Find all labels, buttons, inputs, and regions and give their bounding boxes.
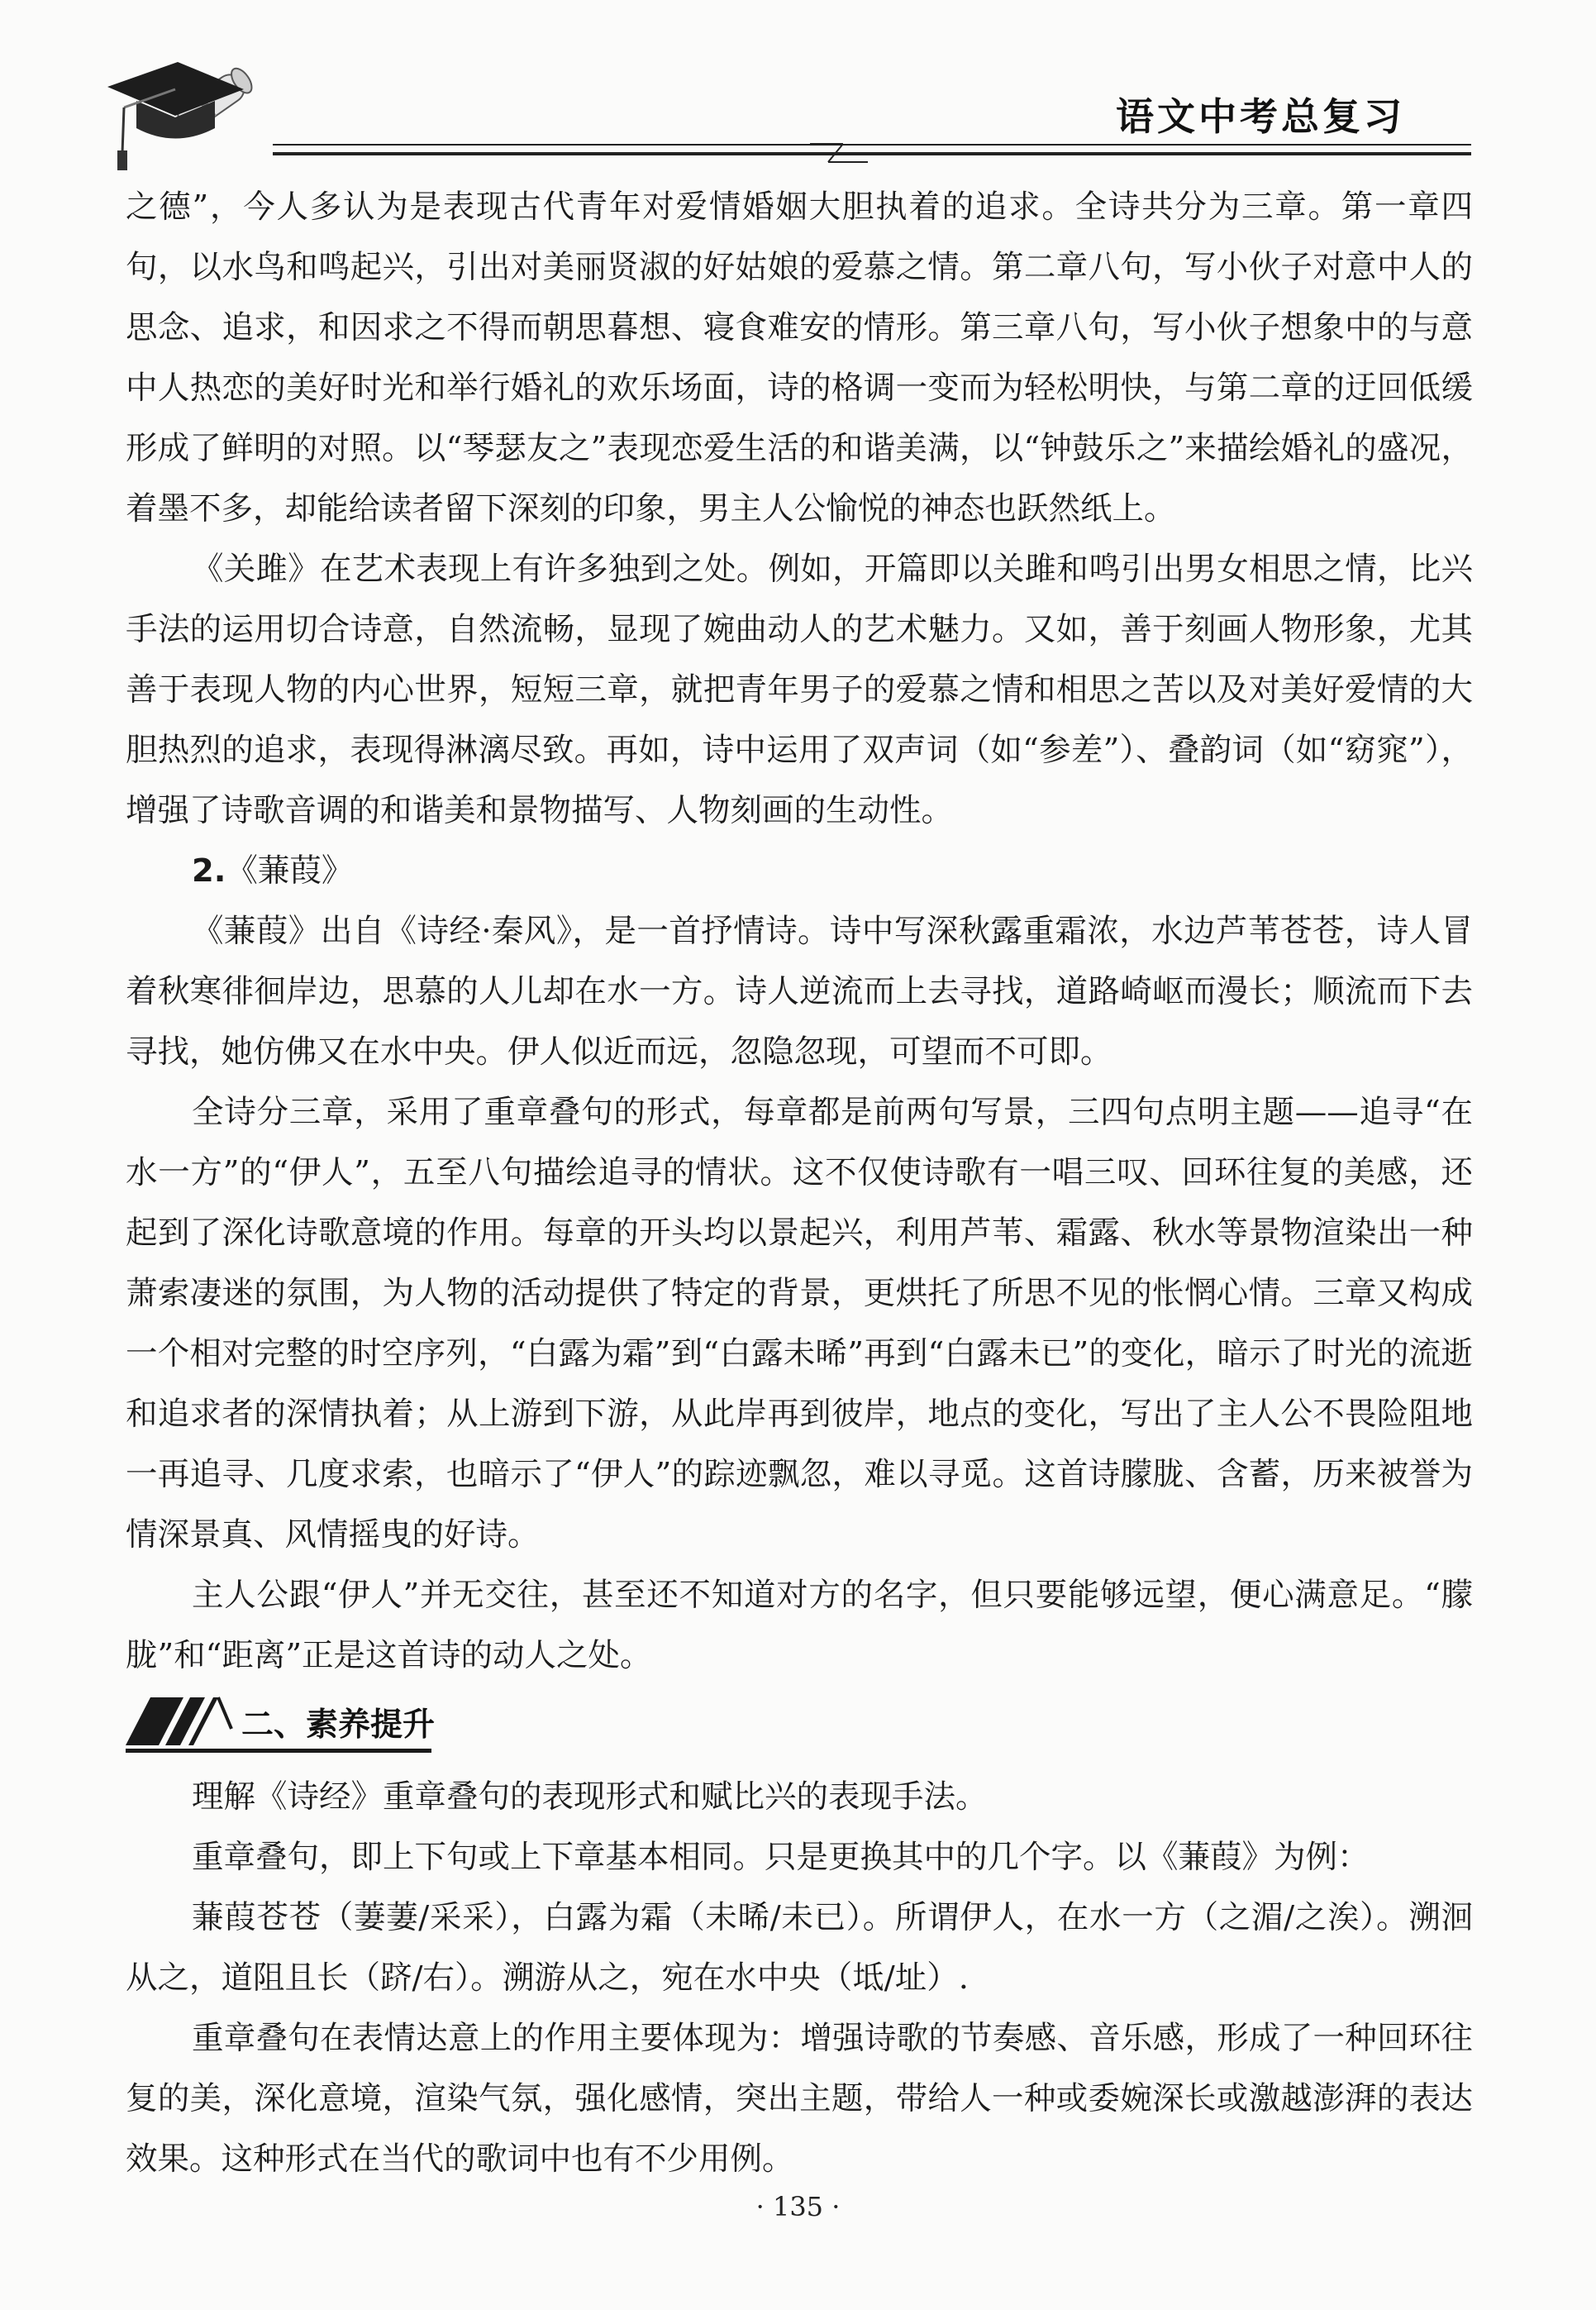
paragraph-skill-goal: 理解《诗经》重章叠句的表现形式和赋比兴的表现手法。: [192, 1778, 988, 1816]
paragraph-guanju-summary: 之德”，今人多认为是表现古代青年对爱情婚姻大胆执着的追求。全诗共分为三章。第一章四句，以水鸟和鸣起兴，引出对美丽贤淑的好姑娘的爱慕之情。第二章八句，写小伙子对意中人的思念、追求，和因求之不得而朝思暮想、寝食难安的情形。第三章八句，写小伙子想象中的与意中人热恋的美好时光和举行婚礼的欢乐场面，诗的格调一变而为轻松明快，与第二章的迂回低缓形成了鲜明的对照。以“琴瑟友之”表现恋爱生活的和谐美满，以“钟鼓乐之”来描绘婚礼的盛况，着墨不多，却能给读者留下深刻的印象，男主人公愉悦的神态也跃然纸上。: [126, 189, 1473, 527]
header-rule-break: [810, 116, 868, 165]
header-rule-thin: [273, 144, 1471, 146]
paragraph-jianjia-intro: 《蒹葭》出自《诗经·秦风》，是一首抒情诗。诗中写深秋露重霜浓，水边芦苇苍苍，诗人冒着秋寒徘徊岸边，思慕的人儿却在水一方。诗人逆流而上去寻找，道路崎岖而漫长；顺流而下去寻找，她仿佛又在水中央。伊人似近而远，忽隐忽现，可望而不可即。: [126, 913, 1473, 1071]
section-underline: [126, 1749, 431, 1753]
header-title: 语文中考总复习: [1116, 94, 1405, 139]
section-marker-icon: [126, 1696, 241, 1747]
paragraph-jianjia-charm: 主人公跟“伊人”并无交往，甚至还不知道对方的名字，但只要能够远望，便心满意足。“朦胧”和“距离”正是这首诗的动人之处。: [126, 1577, 1473, 1674]
paragraph-guanju-art: 《关雎》在艺术表现上有许多独到之处。例如，开篇即以关雎和鸣引出男女相思之情，比兴手法的运用切合诗意，自然流畅，显现了婉曲动人的艺术魅力。又如，善于刻画人物形象，尤其善于表现人物的内心世界，短短三章，就把青年男子的爱慕之情和相思之苦以及对美好爱情的大胆热烈的追求，表现得淋漓尽致。再如，诗中运用了双声词（如“参差”）、叠韵词（如“窈窕”），增强了诗歌音调的和谐美和景物描写、人物刻画的生动性。: [126, 551, 1473, 829]
graduation-cap-icon: [99, 41, 264, 174]
paragraph-repetition-definition: 重章叠句，即上下句或上下章基本相同。只是更换其中的几个字。以《蒹葭》为例：: [192, 1839, 1370, 1876]
paragraph-jianjia-structure: 全诗分三章，采用了重章叠句的形式，每章都是前两句写景，三四句点明主题——追寻“在水一方”的“伊人”，五至八句描绘追寻的情状。这不仅使诗歌有一唱三叹、回环往复的美感，还起到了深化诗歌意境的作用。每章的开头均以景起兴，利用芦苇、霜露、秋水等景物渲染出一种萧索凄迷的氛围，为人物的活动提供了特定的背景，更烘托了所思不见的怅惘心情。三章又构成一个相对完整的时空序列，“白露为霜”到“白露未晞”再到“白露未已”的变化，暗示了时光的流逝和追求者的深情执着；从上游到下游，从此岸再到彼岸，地点的变化，写出了主人公不畏险阻地一再追寻、几度求索，也暗示了“伊人”的踪迹飘忽，难以寻觅。这首诗朦胧、含蓄，历来被誉为情深景真、风情摇曳的好诗。: [126, 1094, 1473, 1554]
page-number: · 135 ·: [755, 2191, 841, 2222]
subheading-jianjia: [126, 841, 1473, 901]
page-content: [126, 177, 1473, 2189]
header-rule-thick: [273, 152, 1471, 155]
paragraph-repetition-effect: 重章叠句在表情达意上的作用主要体现为：增强诗歌的节奏感、音乐感，形成了一种回环往复的美，深化意境，渲染气氛，强化感情，突出主题，带给人一种或委婉深长或激越澎湃的表达效果。这种形式在当代的歌词中也有不少用例。: [126, 2020, 1473, 2178]
page-header: [99, 33, 1471, 174]
section-heading: [126, 1687, 1473, 1764]
section-title: 二、素养提升: [241, 1706, 436, 1744]
subheading-number: 2.: [192, 852, 226, 890]
subheading-title: 《蒹葭》: [226, 852, 354, 890]
paragraph-jianjia-example: 蒹葭苍苍（萋萋/采采），白露为霜（未晞/未已）。所谓伊人，在水一方（之湄/之涘）。溯洄从之，道阻且长（跻/右）。溯游从之，宛在水中央（坻/址）.: [126, 1899, 1473, 1997]
